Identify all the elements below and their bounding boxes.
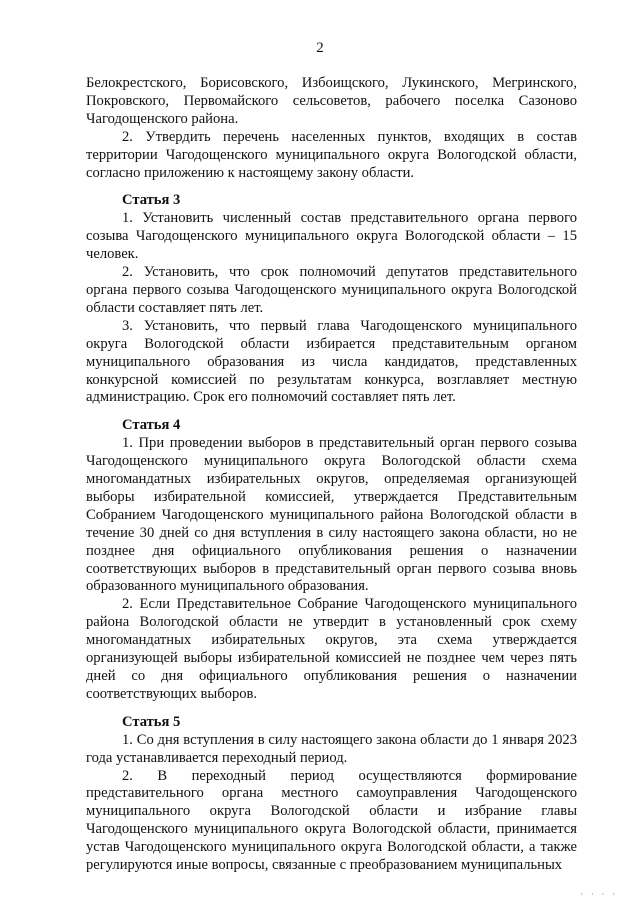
article-heading: Статья 5 bbox=[122, 713, 181, 730]
document-body bbox=[86, 75, 577, 875]
intro-paragraph: Белокрестского, Борисовского, Избоищского, Лукинского, Мегринского, Покровского, Первомайского сельсоветов, рабочего поселка Сазоново Чагодощенского района. bbox=[86, 75, 577, 127]
corner-mark: · · · · bbox=[580, 890, 618, 899]
article-paragraph: 1. Со дня вступления в силу настоящего закона области до 1 января 2023 года устанавливается переходный период. bbox=[86, 731, 577, 766]
article-paragraph: 2. Установить, что срок полномочий депутатов представительного органа первого созыва Чагодощенского муниципального округа Вологодской области составляет пять лет. bbox=[86, 264, 577, 316]
article-heading: Статья 4 bbox=[122, 417, 181, 434]
article-paragraph: 3. Установить, что первый глава Чагодощенского муниципального округа Вологодской области избирается представительным органом муниципального образования из числа кандидатов, представленных конкурсной комиссией по результатам конкурса, возглавляет местную администрацию. Срок его полномочий составляет пять лет. bbox=[86, 317, 577, 406]
article-heading: Статья 3 bbox=[122, 192, 181, 209]
article-paragraph: 1. При проведении выборов в представительный орган первого созыва Чагодощенского муниципального округа Вологодской области схема многомандатных избирательных округов, определяемая организующей выборы избирательной комиссией, утверждается Представительным Собранием Чагодощенского муниципального района Вологодской области в течение 30 дней со дня вступления в силу настоящего закона области, но не позднее дня официального опубликования решения о назначении соответствующих выборов в представительный орган первого созыва вновь образованного муниципального образования. bbox=[86, 435, 577, 595]
page-number: 2 bbox=[316, 40, 324, 56]
article-paragraph: 2. Если Представительное Собрание Чагодощенского муниципального района Вологодской области не утвердит в установленный срок схему многомандатных избирательных округов, эта схема утверждается организующей выборы избирательной комиссией не позднее чем через пять дней со дня официального опубликования решения о назначении соответствующих выборов. bbox=[86, 596, 577, 702]
intro-paragraph: 2. Утвердить перечень населенных пунктов, входящих в состав территории Чагодощенского муниципального округа Вологодской области, согласно приложению к настоящему закону области. bbox=[86, 128, 577, 181]
article-paragraph: 2. В переходный период осуществляются формирование представительного органа местного самоуправления Чагодощенского муниципального округа Вологодской области и избрание главы Чагодощенского муниципального округа Вологодской области, принимается устав Чагодощенского муниципального округа Вологодской области, а также регулируются иные вопросы, связанные с преобразованием муниципальных bbox=[86, 767, 577, 874]
article-paragraph: 1. Установить численный состав представительного органа первого созыва Чагодощенского муниципального округа Вологодской области – 15 человек. bbox=[86, 210, 577, 263]
